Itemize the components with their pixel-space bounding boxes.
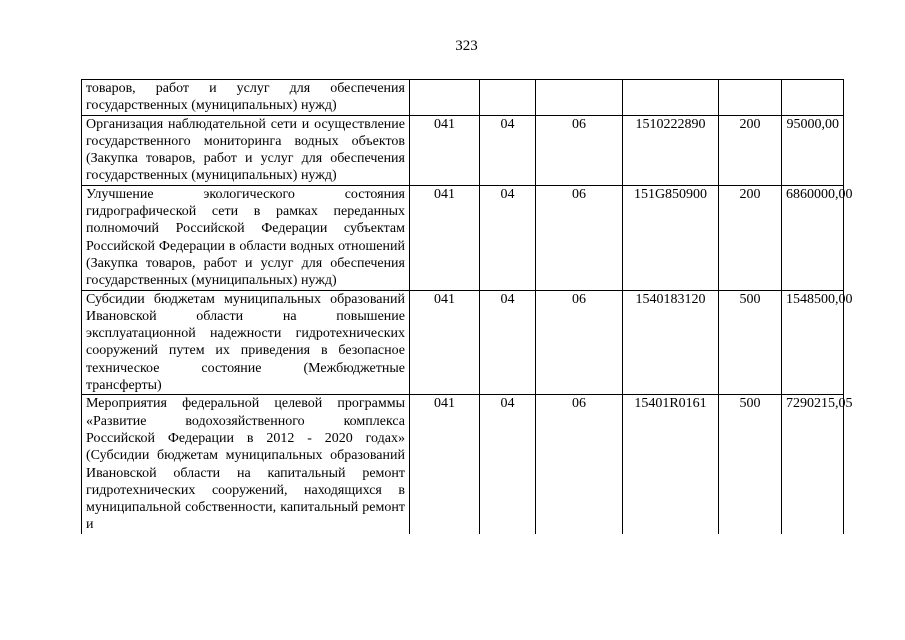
row-pr-code: 06 [536, 395, 623, 534]
row-pr-code: 06 [536, 185, 623, 290]
row-description: Субсидии бюджетам муниципальных образований Ивановской области на повышение эксплуатационной надежности гидротехнических сооружений путем их приведения в безопасное техническое состояние (Межбюджетные трансферты) [82, 290, 410, 395]
row-pr-code: 06 [536, 115, 623, 185]
row-rz-code: 04 [480, 395, 536, 534]
row-vr-code: 200 [719, 115, 782, 185]
row-vr-code [719, 80, 782, 116]
row-rz-code [480, 80, 536, 116]
row-csr-code: 15401R0161 [623, 395, 719, 534]
row-description: Мероприятия федеральной целевой программы «Развитие водохозяйственного комплекса Российской Федерации в 2012 - 2020 годах» (Субсидии бюджетам муниципальных образований Ивановской области на капитальный ремонт гидротехнических сооружений, находящихся в муниципальной собственности, капитальный ремонт и [82, 395, 410, 534]
table-row [82, 185, 844, 290]
row-pr-code [536, 80, 623, 116]
row-gr-code: 041 [410, 395, 480, 534]
row-rz-code: 04 [480, 290, 536, 395]
row-amount: 95000,00 [782, 115, 844, 185]
row-vr-code: 500 [719, 395, 782, 534]
row-description: Организация наблюдательной сети и осуществление государственного мониторинга водных объектов (Закупка товаров, работ и услуг для обеспечения государственных (муниципальных) нужд) [82, 115, 410, 185]
row-description: Улучшение экологического состояния гидрографической сети в рамках переданных полномочий Российской Федерации субъектам Российской Федерации в области водных отношений (Закупка товаров, работ и услуг для обеспечения государственных (муниципальных) нужд) [82, 185, 410, 290]
table-row [82, 80, 844, 116]
row-gr-code: 041 [410, 115, 480, 185]
row-description: товаров, работ и услуг для обеспечения государственных (муниципальных) нужд) [82, 80, 410, 116]
table-row [82, 395, 844, 534]
row-csr-code: 1510222890 [623, 115, 719, 185]
row-csr-code [623, 80, 719, 116]
row-amount: 7290215,05 [782, 395, 844, 534]
row-vr-code: 200 [719, 185, 782, 290]
row-csr-code: 151G850900 [623, 185, 719, 290]
row-rz-code: 04 [480, 185, 536, 290]
budget-table-body [82, 80, 853, 534]
table-row [82, 115, 844, 185]
row-amount: 1548500,00 [782, 290, 844, 395]
table-row [82, 290, 844, 395]
row-amount [782, 80, 844, 116]
row-vr-code: 500 [719, 290, 782, 395]
budget-table [81, 79, 853, 534]
row-amount: 6860000,00 [782, 185, 844, 290]
row-rz-code: 04 [480, 115, 536, 185]
row-pr-code: 06 [536, 290, 623, 395]
row-csr-code: 1540183120 [623, 290, 719, 395]
page-number: 323 [455, 38, 478, 54]
row-gr-code: 041 [410, 185, 480, 290]
row-gr-code: 041 [410, 290, 480, 395]
row-gr-code [410, 80, 480, 116]
